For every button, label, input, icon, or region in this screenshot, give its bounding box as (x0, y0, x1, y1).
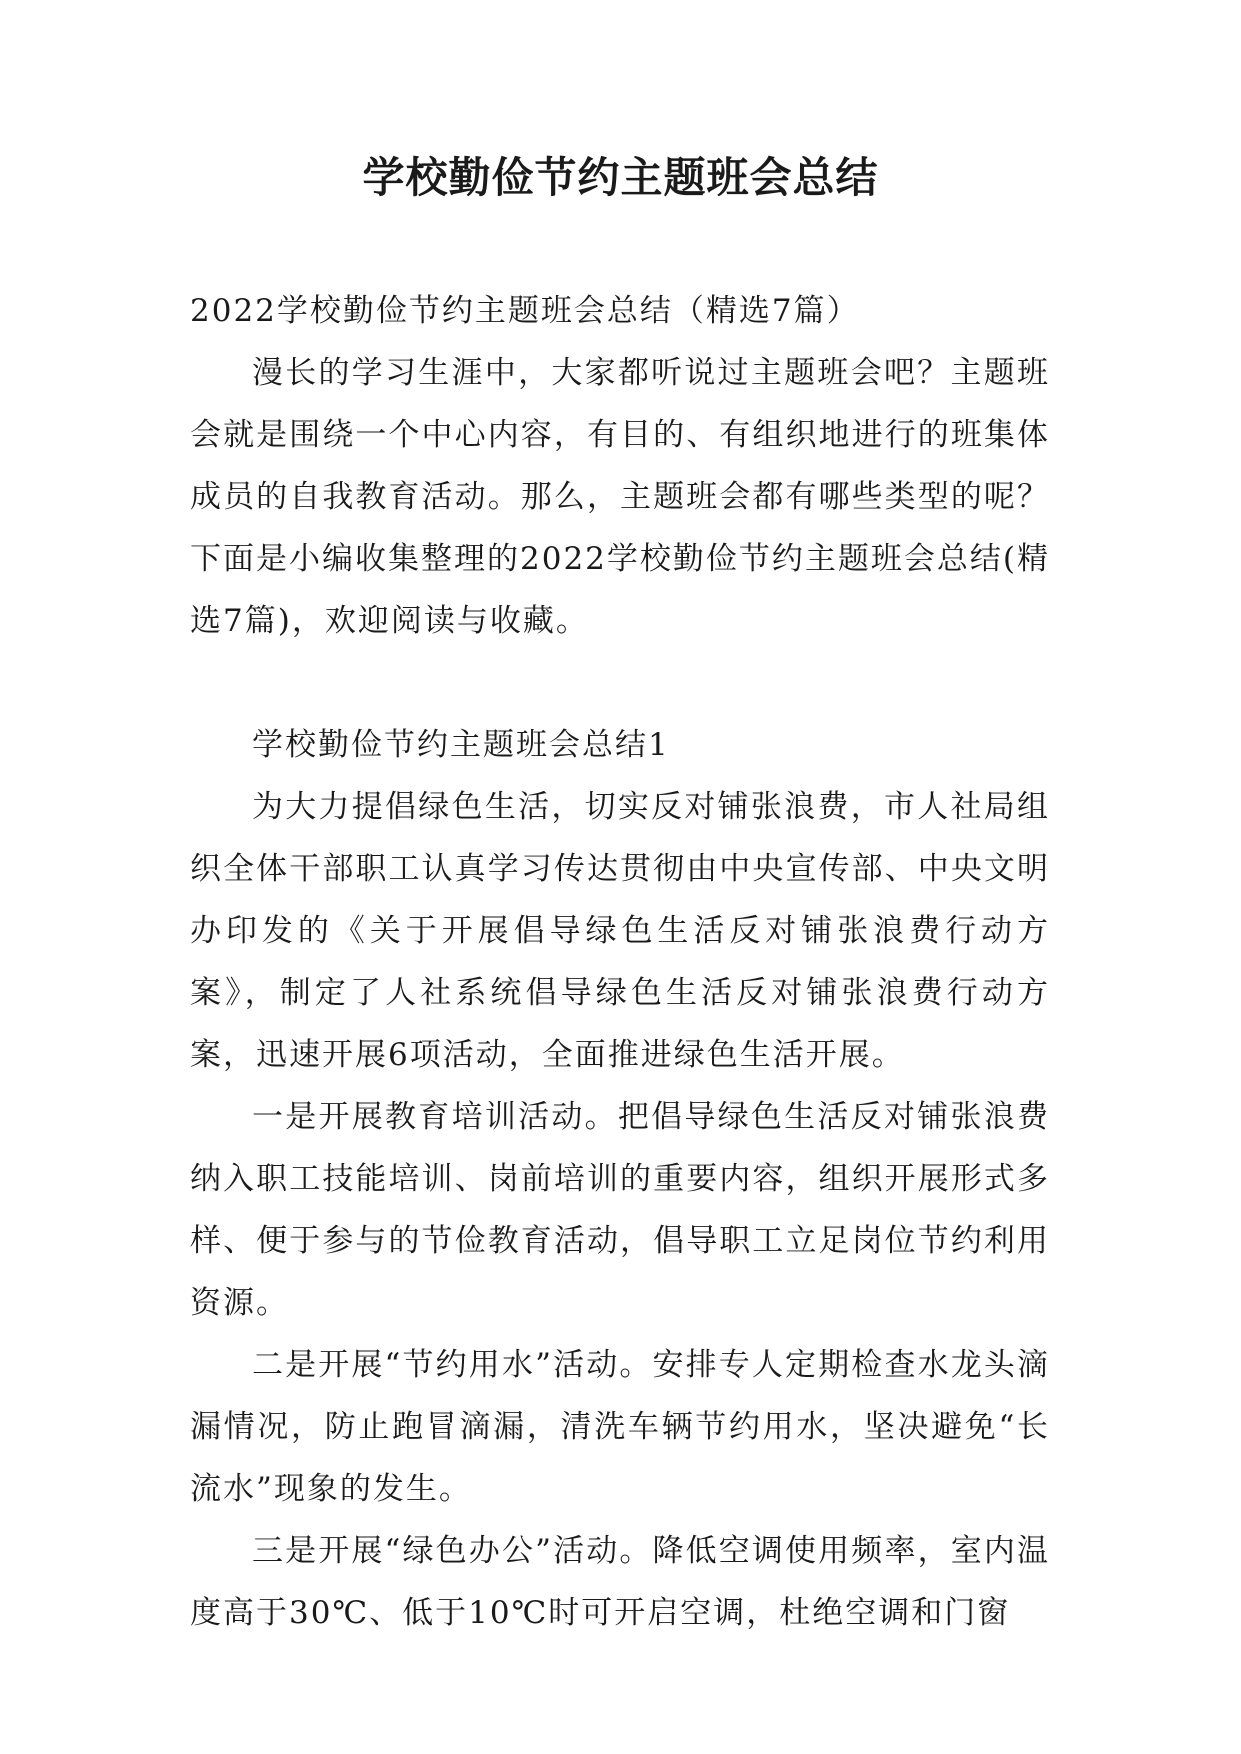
body-paragraph: 二是开展“节约用水”活动。安排专人定期检查水龙头滴漏情况，防止跑冒滴漏，清洗车辆节约用水，坚决避免“长流水”现象的发生。 (190, 1347, 1050, 1507)
document-title: 学校勤俭节约主题班会总结 (362, 153, 879, 202)
document-subtitle: 2022学校勤俭节约主题班会总结（精选7篇） (190, 293, 860, 329)
body-paragraph: 一是开展教育培训活动。把倡导绿色生活反对铺张浪费纳入职工技能培训、岗前培训的重要内容，组织开展形式多样、便于参与的节俭教育活动，倡导职工立足岗位节约利用资源。 (190, 1099, 1050, 1321)
intro-paragraph: 漫长的学习生涯中，大家都听说过主题班会吧？主题班会就是围绕一个中心内容，有目的、有组织地进行的班集体成员的自我教育活动。那么，主题班会都有哪些类型的呢？下面是小编收集整理的2022学校勤俭节约主题班会总结(精选7篇)，欢迎阅读与收藏。 (190, 355, 1050, 639)
body-paragraph: 为大力提倡绿色生活，切实反对铺张浪费，市人社局组织全体干部职工认真学习传达贯彻由中央宣传部、中央文明办印发的《关于开展倡导绿色生活反对铺张浪费行动方案》，制定了人社系统倡导绿色生活反对铺张浪费行动方案，迅速开展6项活动，全面推进绿色生活开展。 (190, 789, 1050, 1073)
document-body (190, 280, 1050, 1644)
body-paragraph: 三是开展“绿色办公”活动。降低空调使用频率，室内温度高于30℃、低于10℃时可开启空调，杜绝空调和门窗 (190, 1533, 1050, 1631)
section-heading: 学校勤俭节约主题班会总结1 (252, 727, 670, 763)
paragraph-spacer (190, 652, 1050, 714)
